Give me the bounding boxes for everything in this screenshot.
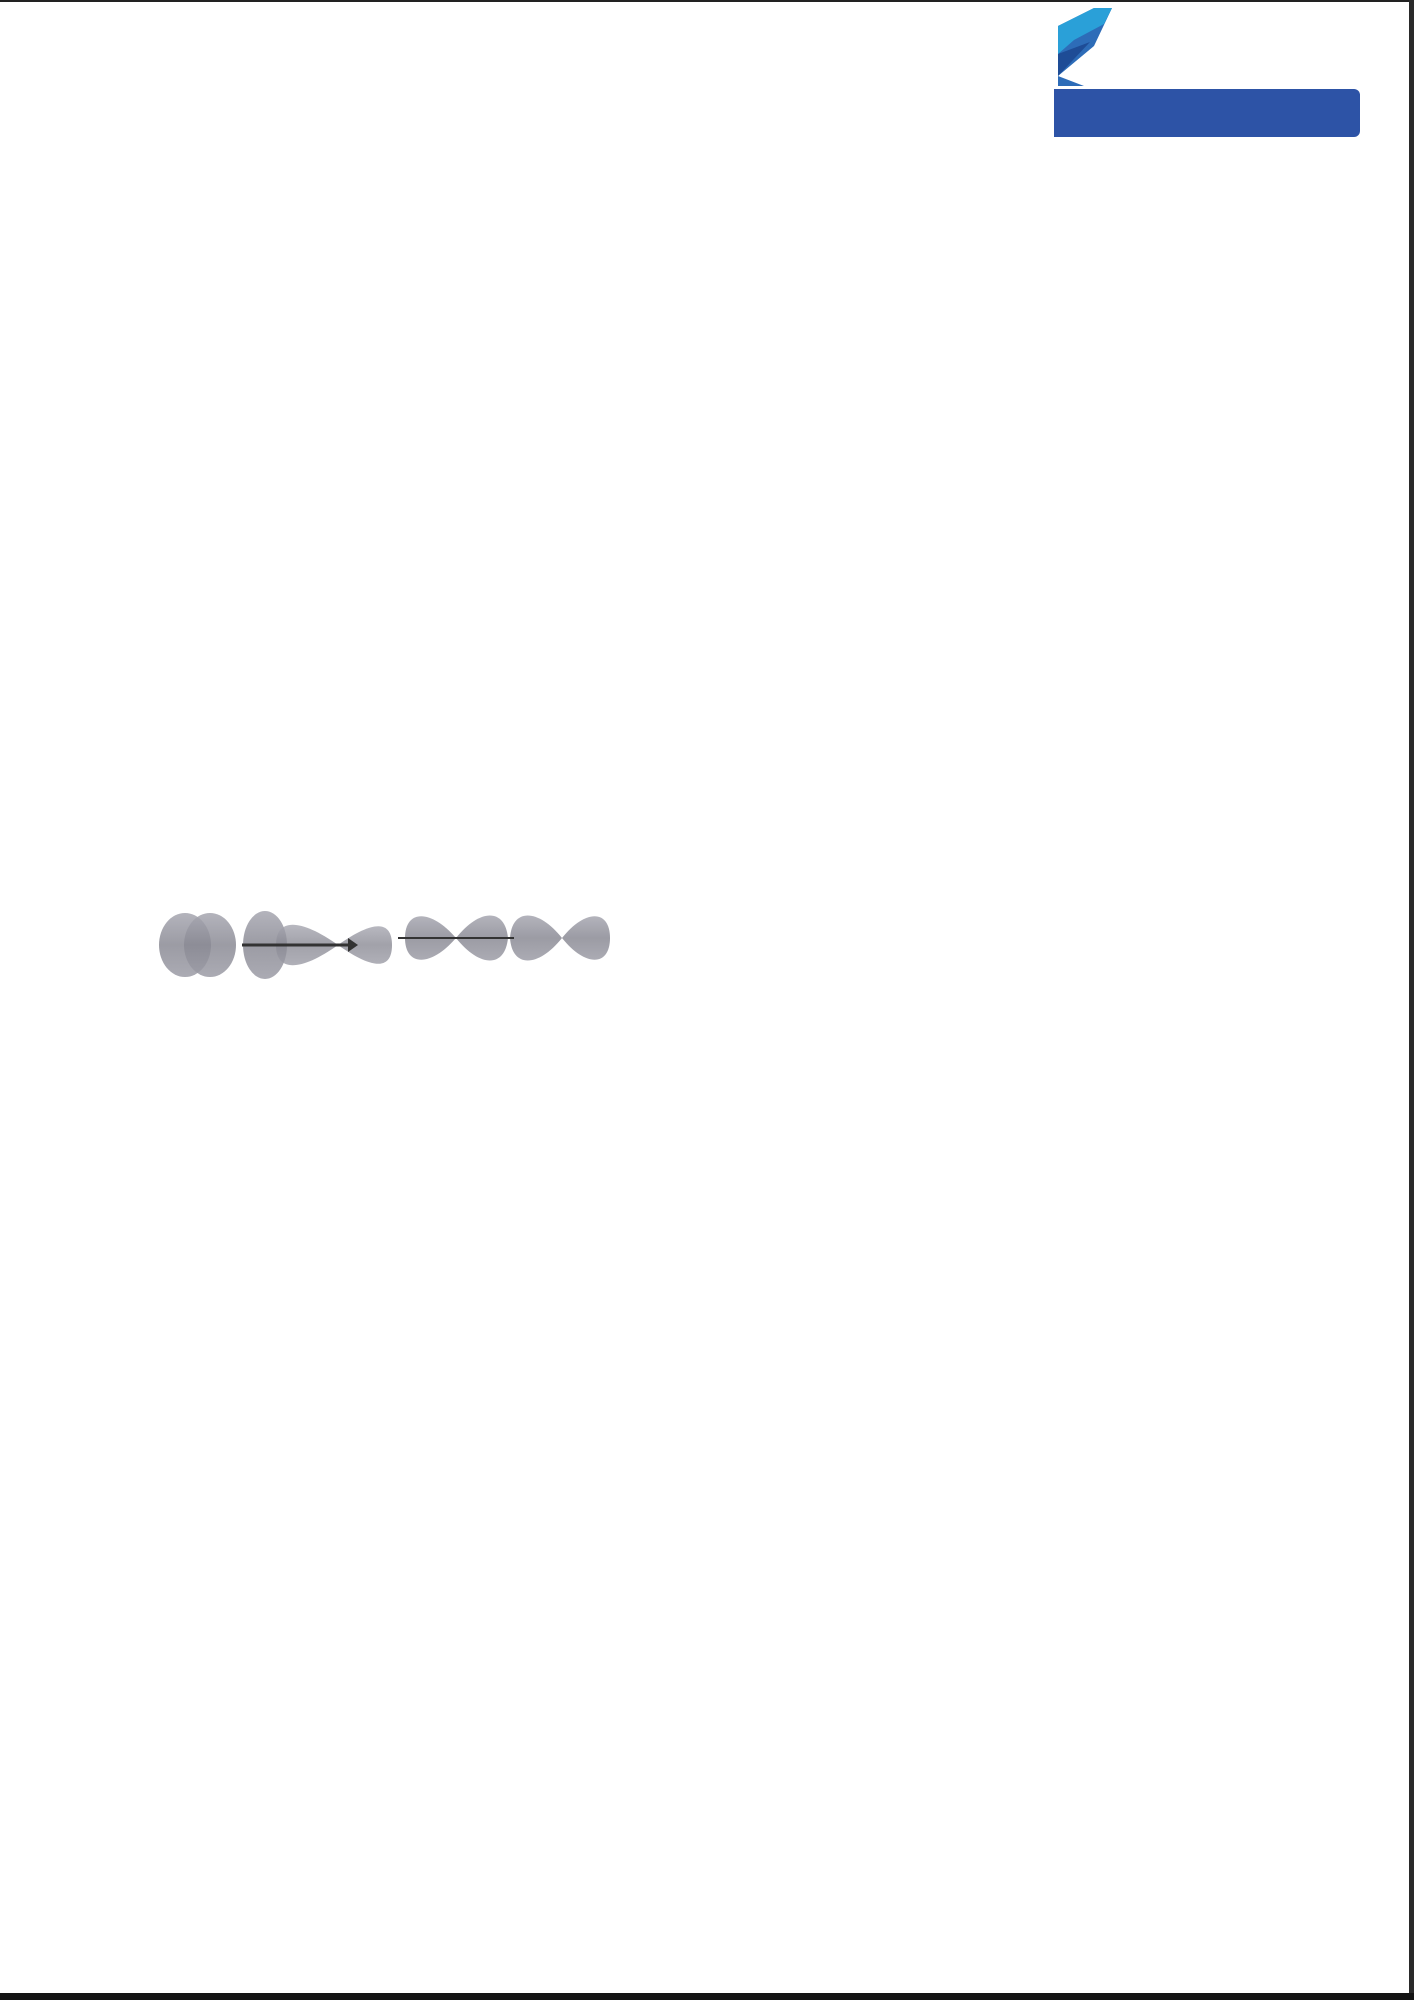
orbital-overlap-figures (130, 800, 1350, 1040)
s-s-overlap-figure (159, 913, 236, 977)
page-bottom-edge (0, 1993, 1414, 2000)
s-p-overlap-figure (242, 911, 392, 979)
page-top-edge (0, 0, 1414, 2)
mass-spectrum-svg (790, 130, 1350, 500)
p-p-axial-overlap-figure (398, 916, 610, 961)
mass-spectrum-chart (790, 130, 1350, 500)
page-right-edge (1409, 0, 1414, 2000)
arrow-logo-icon (1054, 6, 1116, 86)
newshop-logo[interactable] (1054, 6, 1364, 140)
